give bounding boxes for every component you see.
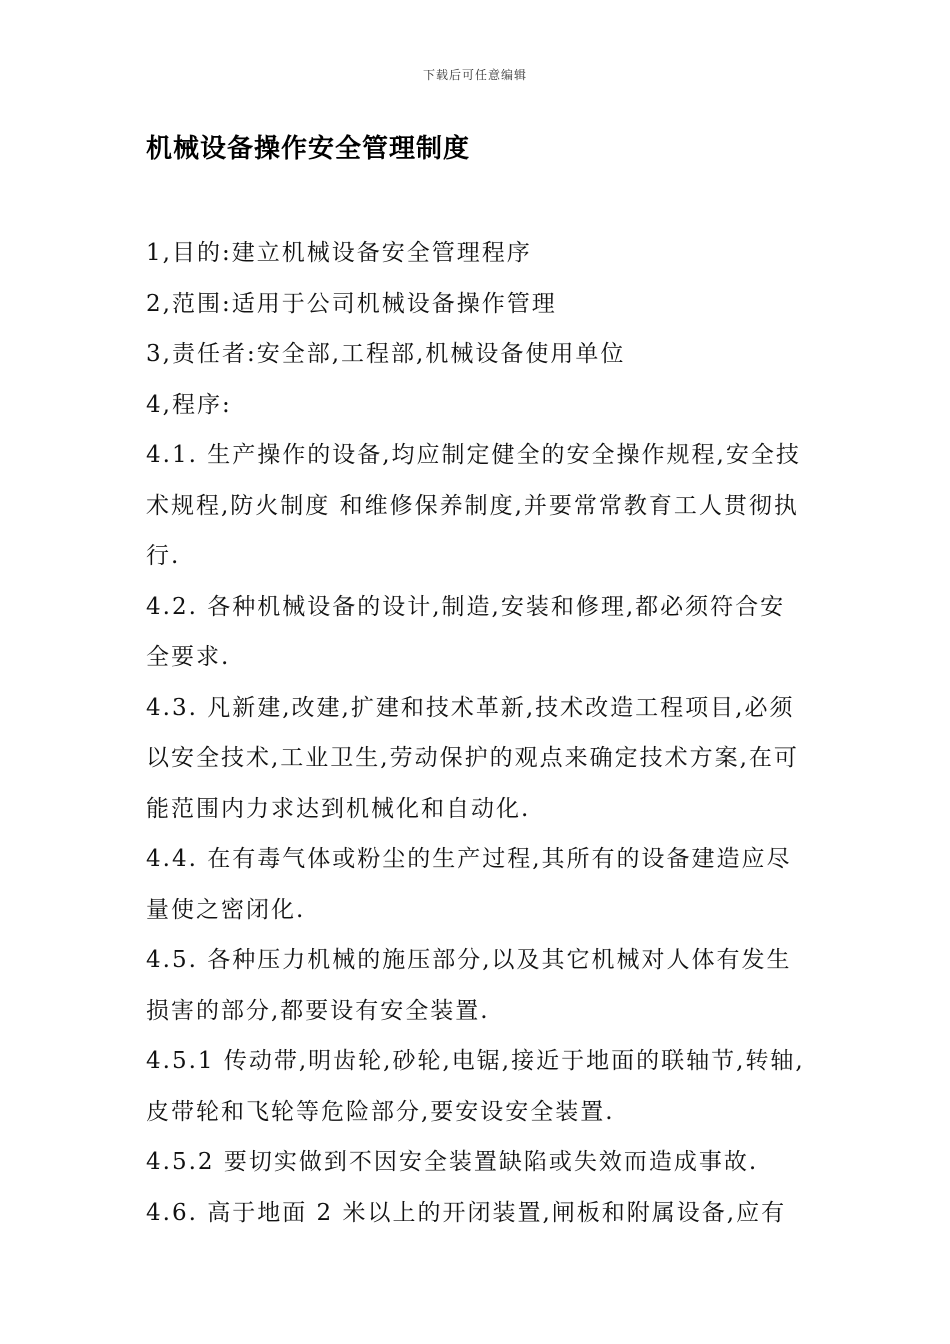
paragraph-4-2: 4.2. 各种机械设备的设计,制造,安装和修理,都必须符合安全要求. [146,593,786,670]
paragraph-4-6: 4.6. 高于地面 2 米以上的开闭装置,闸板和附属设备,应有 [146,1199,787,1226]
paragraph-procedure-heading: 4,程序: [146,391,232,418]
header-note: 下载后可任意编辑 [422,68,527,82]
paragraph-responsible: 3,责任者:安全部,工程部,机械设备使用单位 [146,341,626,367]
paragraph-4-1: 4.1. 生产操作的设备,均应制定健全的安全操作规程,安全技术规程,防火制度 和维修保养制度,并要常常教育工人贯彻执行. [146,442,801,569]
paragraph-4-5: 4.5. 各种压力机械的施压部分,以及其它机械对人体有发生损害的部分,都要设有安全装置. [146,947,792,1024]
paragraph-4-5-2: 4.5.2 要切实做到不因安全装置缺陷或失效而造成事故. [146,1149,759,1175]
document-title: 机械设备操作安全管理制度 [146,134,471,164]
paragraph-4-5-1: 4.5.1 传动带,明齿轮,砂轮,电锯,接近于地面的联轴节,转轴,皮带轮和飞轮等危险部分,要安设安全装置. [146,1048,805,1125]
paragraph-4-3: 4.3. 凡新建,改建,扩建和技术革新,技术改造工程项目,必须以安全技术,工业卫生,劳动保护的观点来确定技术方案,在可能范围内力求达到机械化和自动化. [146,694,799,822]
paragraph-purpose: 1,目的:建立机械设备安全管理程序 [146,240,532,266]
paragraph-4-4: 4.4. 在有毒气体或粉尘的生产过程,其所有的设备建造应尽量使之密闭化. [146,846,792,923]
document-body [146,228,806,1238]
paragraph-scope: 2,范围:适用于公司机械设备操作管理 [146,290,557,317]
